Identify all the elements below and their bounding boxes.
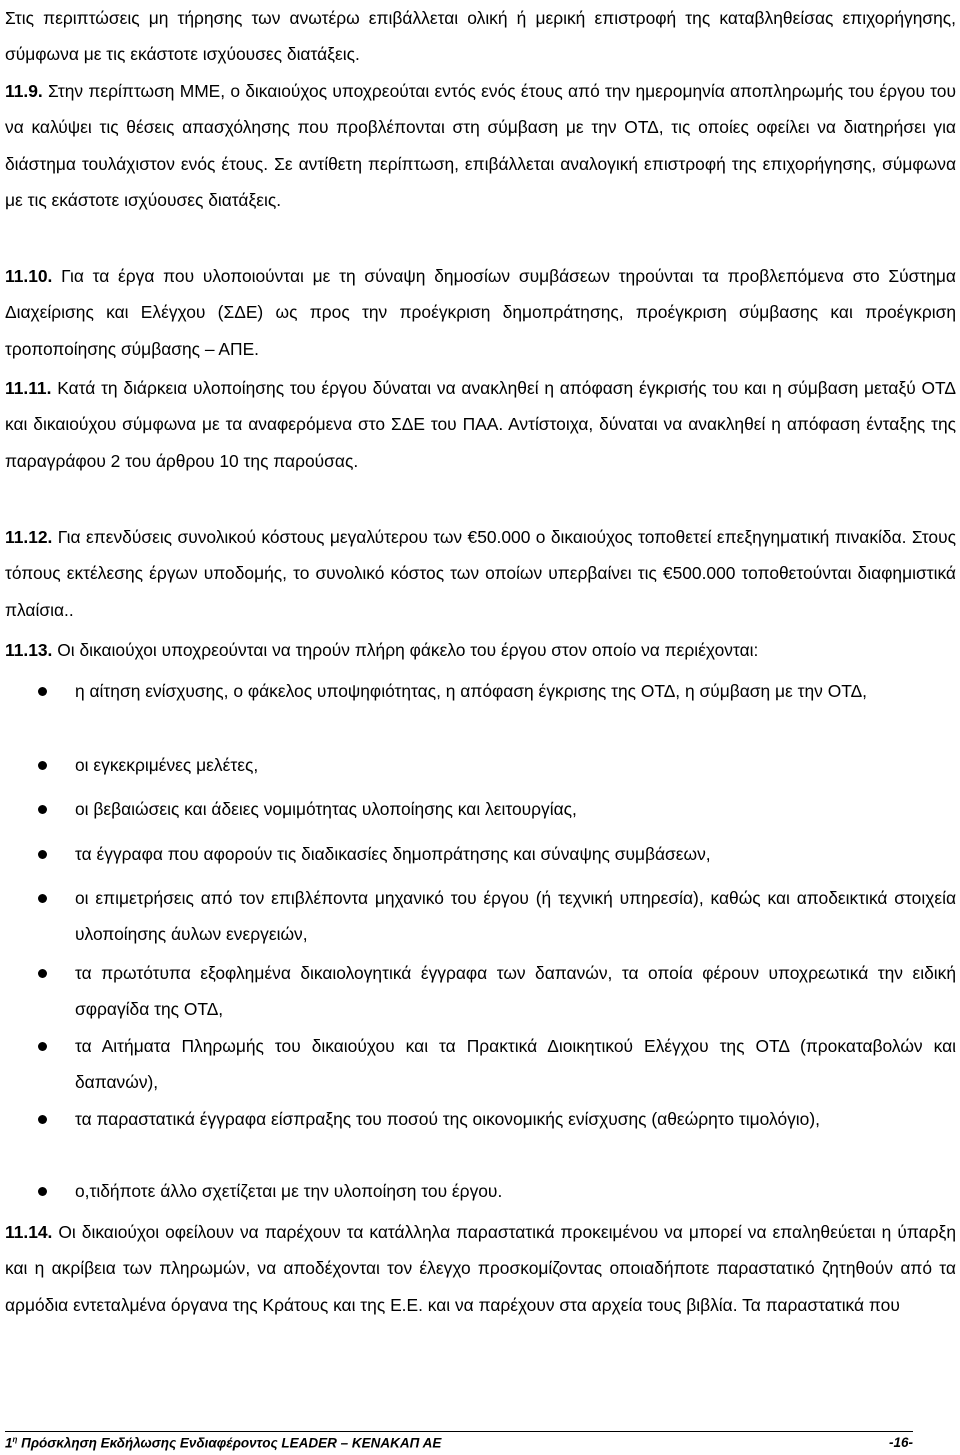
paragraph-11-11 bbox=[5, 370, 956, 479]
bullet-icon bbox=[38, 687, 47, 696]
list-item bbox=[5, 1028, 956, 1101]
bullet-icon bbox=[38, 805, 47, 814]
list-item-text: οι βεβαιώσεις και άδειες νομιμότητας υλοποίησης και λειτουργίας, bbox=[75, 799, 577, 819]
list-item bbox=[5, 880, 956, 953]
list-item-text: τα παραστατικά έγγραφα είσπραξης του ποσού της οικονομικής ενίσχυσης (αθεώρητο τιμολόγιο), bbox=[75, 1109, 820, 1129]
paragraph-text: Οι δικαιούχοι οφείλουν να παρέχουν τα κατάλληλα παραστατικά προκειμένου να μπορεί να επαληθεύεται η ύπαρξη και η ακρίβεια των πληρωμών, να αποδέχονται τον έλεγχο προσκομίζοντας οποιαδήποτε παραστατικό ζητηθούν από τα αρμόδια εντεταλμένα όργανα της Κράτους και της Ε.Ε. και να παρέχουν στα αρχεία τους βιβλία. Τα παραστατικά που bbox=[5, 1222, 956, 1315]
section-number: 11.12. bbox=[5, 527, 53, 547]
list-item-text: η αίτηση ενίσχυσης, ο φάκελος υποψηφιότητας, η απόφαση έγκρισης της ΟΤΔ, η σύμβαση με την ΟΤΔ, bbox=[75, 681, 868, 701]
paragraph-11-13 bbox=[5, 632, 956, 668]
list-item bbox=[5, 1173, 956, 1209]
paragraph-text: Οι δικαιούχοι υποχρεούνται να τηρούν πλήρη φάκελο του έργου στον οποίο να περιέχονται: bbox=[52, 640, 759, 660]
list-item bbox=[5, 673, 956, 709]
list-item-text: ο,τιδήποτε άλλο σχετίζεται με την υλοποίηση του έργου. bbox=[75, 1181, 503, 1201]
section-number: 11.11. bbox=[5, 378, 52, 398]
page-number: -16- bbox=[888, 1435, 913, 1450]
footer-title bbox=[5, 1435, 441, 1451]
paragraph-11-14 bbox=[5, 1214, 956, 1323]
list-item-text: οι εγκεκριμένες μελέτες, bbox=[75, 755, 259, 775]
list-item bbox=[5, 955, 956, 1028]
paragraph-11-10 bbox=[5, 258, 956, 367]
bullet-icon bbox=[38, 1115, 47, 1124]
footer-title-text: Πρόσκληση Εκδήλωσης Ενδιαφέροντος LEADER – ΚΕΝΑΚΑΠ ΑΕ bbox=[17, 1435, 442, 1451]
bullet-icon bbox=[38, 850, 47, 859]
section-number: 11.14. bbox=[5, 1222, 53, 1242]
paragraph-text: Στις περιπτώσεις μη τήρησης των ανωτέρω επιβάλλεται ολική ή μερική επιστροφή της καταβληθείσας επιχορήγησης, σύμφωνα με τις εκάστοτε ισχύουσες διατάξεις. bbox=[5, 8, 956, 65]
paragraph-text: Κατά τη διάρκεια υλοποίησης του έργου δύναται να ανακληθεί η απόφαση έγκρισής του και η σύμβαση μεταξύ ΟΤΔ και δικαιούχου σύμφωνα με τα αναφερόμενα στο ΣΔΕ του ΠΑΑ. Αντίστοιχα, δύναται να ανακληθεί η απόφαση ένταξης της παραγράφου 2 του άρθρου 10 της παρούσας. bbox=[5, 378, 956, 471]
list-item-text: οι επιμετρήσεις από τον επιβλέποντα μηχανικό του έργου (ή τεχνική υπηρεσία), καθώς και αποδεικτικά στοιχεία υλοποίησης άυλων ενεργειών, bbox=[75, 888, 956, 945]
paragraph-text: Για επενδύσεις συνολικού κόστους μεγαλύτερου των €50.000 ο δικαιούχος τοποθετεί επεξηγηματική πινακίδα. Στους τόπους εκτέλεσης έργων υποδομής, το συνολικό κόστος των οποίων υπερβαίνει τις €500.000 τοποθετούνται διαφημιστικά πλαίσια.. bbox=[5, 527, 956, 620]
list-item-text: τα έγγραφα που αφορούν τις διαδικασίες δημοπράτησης και σύναψης συμβάσεων, bbox=[75, 844, 711, 864]
list-item bbox=[5, 791, 956, 827]
section-number: 11.13. bbox=[5, 640, 53, 660]
bullet-icon bbox=[38, 969, 47, 978]
bullet-icon bbox=[38, 1042, 47, 1051]
section-number: 11.9. bbox=[5, 81, 43, 101]
paragraph-intro bbox=[5, 0, 956, 73]
page-footer bbox=[5, 1431, 913, 1451]
list-item bbox=[5, 747, 956, 783]
section-number: 11.10. bbox=[5, 266, 53, 286]
paragraph-text: Για τα έργα που υλοποιούνται με τη σύναψη δημοσίων συμβάσεων τηρούνται τα προβλεπόμενα στο Σύστημα Διαχείρισης και Ελέγχου (ΣΔΕ) ως προς την προέγκριση δημοπράτησης, προέγκριση σύμβασης και προέγκριση τροποποίησης σύμβασης – ΑΠΕ. bbox=[5, 266, 956, 359]
list-item-text: τα Αιτήματα Πληρωμής του δικαιούχου και τα Πρακτικά Διοικητικού Ελέγχου της ΟΤΔ (προκαταβολών και δαπανών), bbox=[75, 1036, 956, 1093]
bullet-icon bbox=[38, 761, 47, 770]
list-item bbox=[5, 1101, 956, 1137]
bullet-icon bbox=[38, 894, 47, 903]
footer-ordinal: 1 bbox=[5, 1435, 13, 1451]
footer-ordinal-suffix: η bbox=[12, 1435, 18, 1444]
list-item-text: τα πρωτότυπα εξοφλημένα δικαιολογητικά έγγραφα των δαπανών, τα οποία φέρουν υποχρεωτικά την ειδική σφραγίδα της ΟΤΔ, bbox=[75, 963, 956, 1020]
paragraph-text: Στην περίπτωση ΜΜΕ, ο δικαιούχος υποχρεούται εντός ενός έτους από την ημερομηνία αποπληρωμής του έργου του να καλύψει τις θέσεις απασχόλησης που προβλέπονται στη σύμβαση με την ΟΤΔ, τις οποίες οφείλει να διατηρήσει για διάστημα τουλάχιστον ενός έτους. Σε αντίθετη περίπτωση, επιβάλλεται αναλογική επιστροφή της επιχορήγησης, σύμφωνα με τις εκάστοτε ισχύουσες διατάξεις. bbox=[5, 81, 956, 211]
list-item bbox=[5, 836, 956, 872]
paragraph-11-9 bbox=[5, 73, 956, 219]
paragraph-11-12 bbox=[5, 519, 956, 628]
bullet-icon bbox=[38, 1187, 47, 1196]
